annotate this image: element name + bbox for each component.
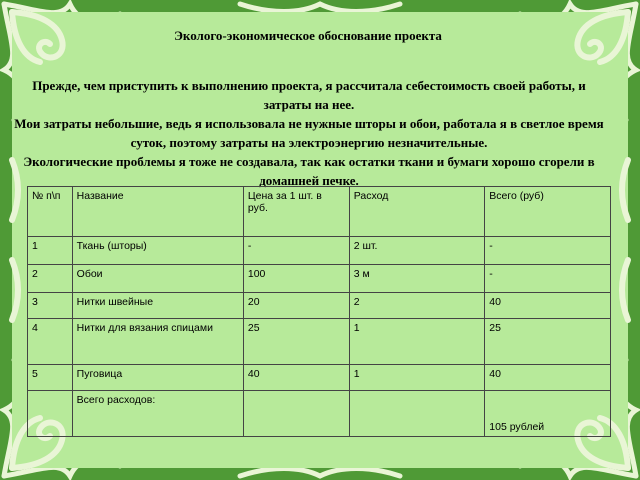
table-row [28, 293, 611, 319]
header-number: № п\п [28, 187, 73, 237]
cell-usage: 2 шт. [349, 237, 485, 265]
header-name: Название [72, 187, 243, 237]
cell-name: Нитки швейные [72, 293, 243, 319]
cell-number: 2 [28, 265, 73, 293]
cell-name: Ткань (шторы) [72, 237, 243, 265]
table-row [28, 365, 611, 391]
cell-usage: 2 [349, 293, 485, 319]
cell-price: 25 [243, 319, 349, 365]
cell-price [243, 391, 349, 437]
table-row [28, 237, 611, 265]
cell-total: - [485, 265, 611, 293]
cell-price: - [243, 237, 349, 265]
paragraph-costs: Мои затраты небольшие, ведь я использовала не нужные шторы и обои, работала я в светлое время суток, поэтому затраты на электроэнергию незначительные. [14, 116, 604, 150]
cell-total: 40 [485, 293, 611, 319]
cell-number [28, 391, 73, 437]
header-price: Цена за 1 шт. в руб. [243, 187, 349, 237]
table-total-row [28, 391, 611, 437]
cell-price: 100 [243, 265, 349, 293]
body-text [14, 76, 604, 190]
table-header-row [28, 187, 611, 237]
header-usage: Расход [349, 187, 485, 237]
cell-name: Пуговица [72, 365, 243, 391]
slide-title: Эколого-экономическое обоснование проекта [174, 28, 442, 43]
cost-table [27, 186, 611, 437]
table-row [28, 265, 611, 293]
cell-usage: 1 [349, 365, 485, 391]
cell-name: Обои [72, 265, 243, 293]
cell-usage: 1 [349, 319, 485, 365]
table-row [28, 319, 611, 365]
total-value: 105 рублей [485, 391, 611, 437]
cell-price: 40 [243, 365, 349, 391]
total-label: Всего расходов: [72, 391, 243, 437]
cell-total: 40 [485, 365, 611, 391]
cell-usage: 3 м [349, 265, 485, 293]
cell-number: 5 [28, 365, 73, 391]
cell-name: Нитки для вязания спицами [72, 319, 243, 365]
cell-number: 4 [28, 319, 73, 365]
cell-total: 25 [485, 319, 611, 365]
header-total: Всего (руб) [485, 187, 611, 237]
cell-total: - [485, 237, 611, 265]
paragraph-ecology: Экологические проблемы я тоже не создавала, так как остатки ткани и бумаги хорошо сгорели в домашней печке. [23, 154, 595, 188]
cell-number: 1 [28, 237, 73, 265]
paragraph-intro: Прежде, чем приступить к выполнению проекта, я рассчитала себестоимость своей работы, и затраты на нее. [32, 78, 586, 112]
cell-usage [349, 391, 485, 437]
cell-number: 3 [28, 293, 73, 319]
cell-price: 20 [243, 293, 349, 319]
